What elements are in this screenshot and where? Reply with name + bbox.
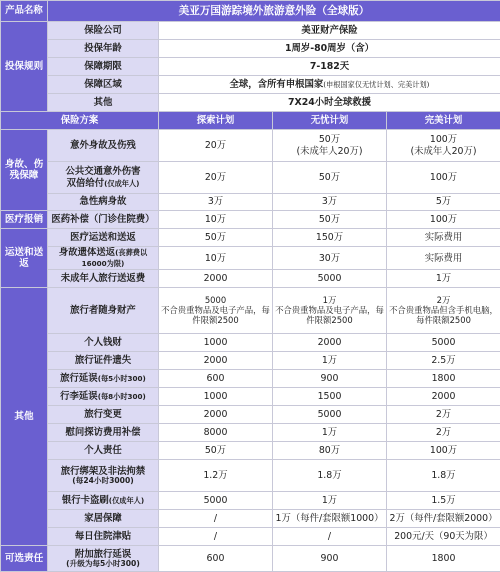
coverage-item: [48, 229, 159, 247]
coverage-row: [1, 194, 500, 211]
coverage-value: [273, 130, 387, 162]
coverage-row: [1, 510, 500, 528]
coverage-item-note: (丧葬费以16000为限): [82, 248, 148, 268]
coverage-item-text: 银行卡盗刷: [62, 495, 109, 506]
coverage-value-line: /: [159, 513, 272, 524]
coverage-value: [273, 194, 387, 211]
coverage-value: [273, 460, 387, 492]
coverage-item-note: (每8小时300): [98, 392, 146, 401]
coverage-value-line: 10万: [159, 214, 272, 225]
coverage-value-line: 100万: [387, 214, 500, 225]
coverage-value: [159, 546, 273, 572]
product-name-row: [1, 1, 500, 22]
coverage-item-line: [48, 196, 158, 207]
coverage-value-line: 2000: [159, 273, 272, 284]
coverage-row: [1, 546, 500, 572]
coverage-value-line: 5000: [159, 495, 272, 506]
coverage-item-text: 医药补偿（门诊住院费）: [51, 214, 154, 225]
coverage-row: [1, 229, 500, 247]
coverage-value: [387, 194, 500, 211]
coverage-value-line: 600: [159, 553, 272, 564]
coverage-item: [48, 370, 159, 388]
coverage-value-line: (未成年人20万): [387, 146, 500, 157]
coverage-item-line: [48, 391, 158, 402]
plan-name-perfect: 完美计划: [387, 112, 500, 130]
coverage-item-line: [48, 214, 158, 225]
coverage-value: [159, 270, 273, 288]
coverage-value: [387, 424, 500, 442]
coverage-value: [387, 442, 500, 460]
coverage-item-line: [48, 445, 158, 456]
coverage-value-line: /: [273, 531, 386, 542]
coverage-value-line: 900: [273, 553, 386, 564]
coverage-value-line: 1万（每件/套限额1000）: [273, 513, 386, 524]
coverage-item: [48, 162, 159, 194]
coverage-value-line: 2万（每件/套限额2000）: [387, 513, 500, 524]
age-label: 投保年龄: [48, 40, 159, 58]
coverage-value-line: 1万: [387, 273, 500, 284]
product-name-label: 产品名称: [1, 1, 48, 22]
coverage-value: [159, 247, 273, 270]
coverage-value: [387, 352, 500, 370]
coverage-value-line: 不合贵重物品及电子产品，每件限额2500: [159, 306, 272, 326]
coverage-value-line: 100万: [387, 445, 500, 456]
coverage-value-line: 1万: [273, 296, 386, 306]
coverage-item-text: 每日住院津贴: [75, 531, 131, 542]
coverage-value-line: 2万: [387, 296, 500, 306]
other-value: 7X24小时全球救援: [159, 94, 500, 112]
coverage-row: [1, 388, 500, 406]
age-value: 1周岁-80周岁（含）: [159, 40, 500, 58]
coverage-item-text: 个人责任: [84, 445, 122, 456]
coverage-value: [159, 528, 273, 546]
coverage-value: [273, 546, 387, 572]
coverage-value: [273, 388, 387, 406]
coverage-item-line: [48, 531, 158, 542]
coverage-value-line: 1000: [159, 337, 272, 348]
coverage-value-line: 2000: [387, 391, 500, 402]
coverage-value: [387, 388, 500, 406]
section-category-optional: 可选责任: [1, 546, 48, 572]
coverage-row: [1, 247, 500, 270]
period-label: 保障期限: [48, 58, 159, 76]
coverage-value: [387, 510, 500, 528]
coverage-value: [273, 229, 387, 247]
coverage-value: [387, 162, 500, 194]
coverage-value-line: 600: [159, 373, 272, 384]
coverage-value-line: 1.8万: [387, 470, 500, 481]
coverage-row: [1, 288, 500, 334]
coverage-value: [273, 528, 387, 546]
coverage-value: [159, 229, 273, 247]
coverage-item: [48, 247, 159, 270]
coverage-value-line: 100万: [387, 134, 500, 145]
coverage-item-line: [48, 273, 158, 284]
coverage-row: [1, 370, 500, 388]
coverage-value-line: 5000: [273, 409, 386, 420]
coverage-row: [1, 162, 500, 194]
coverage-item-line: [48, 232, 158, 243]
other-label: 其他: [48, 94, 159, 112]
coverage-value: [159, 130, 273, 162]
coverage-item-line: [48, 495, 158, 506]
coverage-item-text: 旅行证件遗失: [75, 355, 131, 366]
coverage-item-note: (每24小时3000): [48, 477, 158, 486]
coverage-value: [387, 229, 500, 247]
coverage-value: [273, 211, 387, 229]
coverage-item-text: 身故遗体送返: [59, 247, 115, 258]
period-value: 7-182天: [159, 58, 500, 76]
coverage-value: [387, 460, 500, 492]
coverage-value-line: 2000: [159, 355, 272, 366]
coverage-value: [273, 270, 387, 288]
coverage-item: [48, 492, 159, 510]
coverage-value: [387, 370, 500, 388]
coverage-item: [48, 424, 159, 442]
coverage-item-line: [48, 178, 158, 189]
coverage-value: [159, 288, 273, 334]
coverage-value-line: 不合贵重物品但含手机电脑，每件限额2500: [387, 306, 500, 326]
coverage-value: [159, 194, 273, 211]
coverage-value-line: 2万: [387, 427, 500, 438]
coverage-item-note: (仅成年人): [109, 496, 144, 505]
coverage-value: [387, 130, 500, 162]
coverage-value-line: 1.8万: [273, 470, 386, 481]
coverage-value-line: 3万: [273, 196, 386, 207]
coverage-value-line: 50万: [273, 172, 386, 183]
coverage-value-line: 50万: [159, 232, 272, 243]
coverage-row: [1, 334, 500, 352]
coverage-value-line: 2000: [273, 337, 386, 348]
coverage-item: [48, 528, 159, 546]
coverage-value-line: 30万: [273, 253, 386, 264]
coverage-item-text: 双倍给付: [67, 178, 105, 189]
coverage-sections: [1, 130, 500, 572]
coverage-row: [1, 528, 500, 546]
product-name: 美亚万国游踪境外旅游意外险（全球版）: [48, 1, 500, 22]
coverage-value-line: 1800: [387, 373, 500, 384]
coverage-value: [387, 270, 500, 288]
coverage-value-line: 5000: [273, 273, 386, 284]
coverage-value-line: 50万: [273, 134, 386, 145]
coverage-item-line: [48, 305, 158, 316]
coverage-value-line: 100万: [387, 172, 500, 183]
coverage-value: [159, 162, 273, 194]
coverage-item: [48, 288, 159, 334]
coverage-value: [273, 442, 387, 460]
coverage-value: [273, 370, 387, 388]
coverage-item: [48, 270, 159, 288]
coverage-item-text: 慰问探访费用补偿: [65, 427, 140, 438]
coverage-value-line: 50万: [273, 214, 386, 225]
coverage-value: [273, 492, 387, 510]
coverage-value-line: 1万: [273, 427, 386, 438]
coverage-item: [48, 352, 159, 370]
coverage-value: [159, 388, 273, 406]
coverage-value-line: 80万: [273, 445, 386, 456]
coverage-value: [273, 424, 387, 442]
coverage-value-line: 1500: [273, 391, 386, 402]
region-value: 全球，含所有申根国家: [229, 79, 323, 90]
coverage-value-line: 实际费用: [387, 232, 500, 243]
section-category-transport: 运送和送返: [1, 229, 48, 288]
coverage-item: [48, 334, 159, 352]
plan-header-row: [1, 112, 500, 130]
coverage-row: [1, 424, 500, 442]
coverage-value-line: 2000: [159, 409, 272, 420]
coverage-value: [159, 492, 273, 510]
rules-category: 投保规则: [1, 22, 48, 112]
coverage-value-line: 2.5万: [387, 355, 500, 366]
coverage-value: [273, 352, 387, 370]
coverage-value: [159, 442, 273, 460]
coverage-value: [387, 492, 500, 510]
plan-name-explore: 探索计划: [159, 112, 273, 130]
coverage-value: [273, 406, 387, 424]
rules-company-row: [1, 22, 500, 40]
coverage-value: [159, 406, 273, 424]
coverage-value-line: 900: [273, 373, 386, 384]
coverage-value-line: 1万: [273, 495, 386, 506]
coverage-value: [273, 334, 387, 352]
coverage-item: [48, 194, 159, 211]
coverage-item-line: [48, 355, 158, 366]
coverage-value-line: 3万: [159, 196, 272, 207]
coverage-item-text: 旅行者随身财产: [70, 305, 136, 316]
coverage-value: [273, 510, 387, 528]
coverage-item-text: 旅行变更: [84, 409, 122, 420]
coverage-item-text: 意外身故及伤残: [70, 140, 136, 151]
coverage-value: [273, 288, 387, 334]
rules-other-row: [1, 94, 500, 112]
region-note: (申根国家仅无忧计划、完美计划): [323, 80, 429, 89]
coverage-value-line: 20万: [159, 172, 272, 183]
coverage-item: [48, 406, 159, 424]
coverage-value: [273, 247, 387, 270]
coverage-row: [1, 442, 500, 460]
coverage-value-line: 5万: [387, 196, 500, 207]
coverage-item: [48, 546, 159, 572]
coverage-value-line: /: [159, 531, 272, 542]
plan-header-label: 保险方案: [1, 112, 159, 130]
coverage-item-line: [48, 427, 158, 438]
coverage-value: [159, 211, 273, 229]
coverage-item-text: 医疗运送和送返: [70, 232, 136, 243]
coverage-value-line: 10万: [159, 253, 272, 264]
coverage-value-line: 1800: [387, 553, 500, 564]
coverage-value: [387, 247, 500, 270]
coverage-value: [159, 352, 273, 370]
coverage-value: [387, 406, 500, 424]
coverage-value-line: 50万: [159, 445, 272, 456]
coverage-item-text: 个人钱财: [84, 337, 122, 348]
coverage-value-line: 5000: [159, 296, 272, 306]
coverage-row: [1, 406, 500, 424]
coverage-value: [159, 460, 273, 492]
coverage-item: [48, 211, 159, 229]
coverage-item-text: 家居保障: [84, 513, 122, 524]
coverage-value-line: 200元/天（90天为限）: [387, 531, 500, 542]
coverage-item-text: 未成年人旅行送返费: [61, 273, 145, 284]
coverage-value: [387, 528, 500, 546]
coverage-value-line: 1.5万: [387, 495, 500, 506]
coverage-item-line: [48, 247, 158, 269]
coverage-value: [273, 162, 387, 194]
coverage-value: [387, 546, 500, 572]
coverage-value-line: 8000: [159, 427, 272, 438]
coverage-row: [1, 492, 500, 510]
coverage-value: [159, 424, 273, 442]
coverage-item-text: 旅行延误: [60, 373, 98, 384]
coverage-item-line: [48, 373, 158, 384]
rules-age-row: [1, 40, 500, 58]
coverage-value-line: 不合贵重物品及电子产品，每件限额2500: [273, 306, 386, 326]
section-category-other: 其他: [1, 288, 48, 546]
coverage-item-line: [48, 513, 158, 524]
coverage-value-line: 5000: [387, 337, 500, 348]
coverage-item: [48, 442, 159, 460]
coverage-value: [159, 334, 273, 352]
coverage-value: [387, 288, 500, 334]
coverage-value-line: 20万: [159, 140, 272, 151]
coverage-item-text: 急性病身故: [80, 196, 127, 207]
coverage-item-text: 行李延误: [60, 391, 98, 402]
coverage-value: [387, 211, 500, 229]
coverage-row: [1, 211, 500, 229]
rules-period-row: [1, 58, 500, 76]
region-value-cell: [159, 76, 500, 94]
coverage-item-text: 旅行绑架及非法拘禁: [61, 466, 145, 477]
coverage-item: [48, 510, 159, 528]
coverage-item: [48, 388, 159, 406]
coverage-value-line: 2万: [387, 409, 500, 420]
coverage-item-line: [48, 140, 158, 151]
plan-name-worryfree: 无忧计划: [273, 112, 387, 130]
section-category-medical: 医疗报销: [1, 211, 48, 229]
region-label: 保障区域: [48, 76, 159, 94]
coverage-value: [159, 510, 273, 528]
coverage-row: [1, 130, 500, 162]
section-category-death-disability: 身故、伤残保障: [1, 130, 48, 211]
rules-region-row: [1, 76, 500, 94]
coverage-item-note: (升级为每5小时300): [48, 560, 158, 569]
coverage-item-line: [48, 166, 158, 177]
coverage-item-note: (每5小时300): [98, 374, 146, 383]
coverage-row: [1, 270, 500, 288]
coverage-value-line: 1.2万: [159, 470, 272, 481]
coverage-item-line: [48, 409, 158, 420]
coverage-item: [48, 460, 159, 492]
coverage-value-line: 1万: [273, 355, 386, 366]
coverage-value-line: (未成年人20万): [273, 146, 386, 157]
company-label: 保险公司: [48, 22, 159, 40]
coverage-value-line: 实际费用: [387, 253, 500, 264]
coverage-item-line: [48, 337, 158, 348]
coverage-value-line: 150万: [273, 232, 386, 243]
coverage-value: [387, 334, 500, 352]
coverage-item-text: 附加旅行延误: [75, 549, 131, 560]
coverage-value-line: 1000: [159, 391, 272, 402]
coverage-item-text: 公共交通意外伤害: [65, 166, 140, 177]
coverage-row: [1, 352, 500, 370]
company-value: 美亚财产保险: [159, 22, 500, 40]
coverage-value: [159, 370, 273, 388]
coverage-row: [1, 460, 500, 492]
coverage-item-note: (仅成年人): [104, 179, 139, 188]
coverage-item: [48, 130, 159, 162]
